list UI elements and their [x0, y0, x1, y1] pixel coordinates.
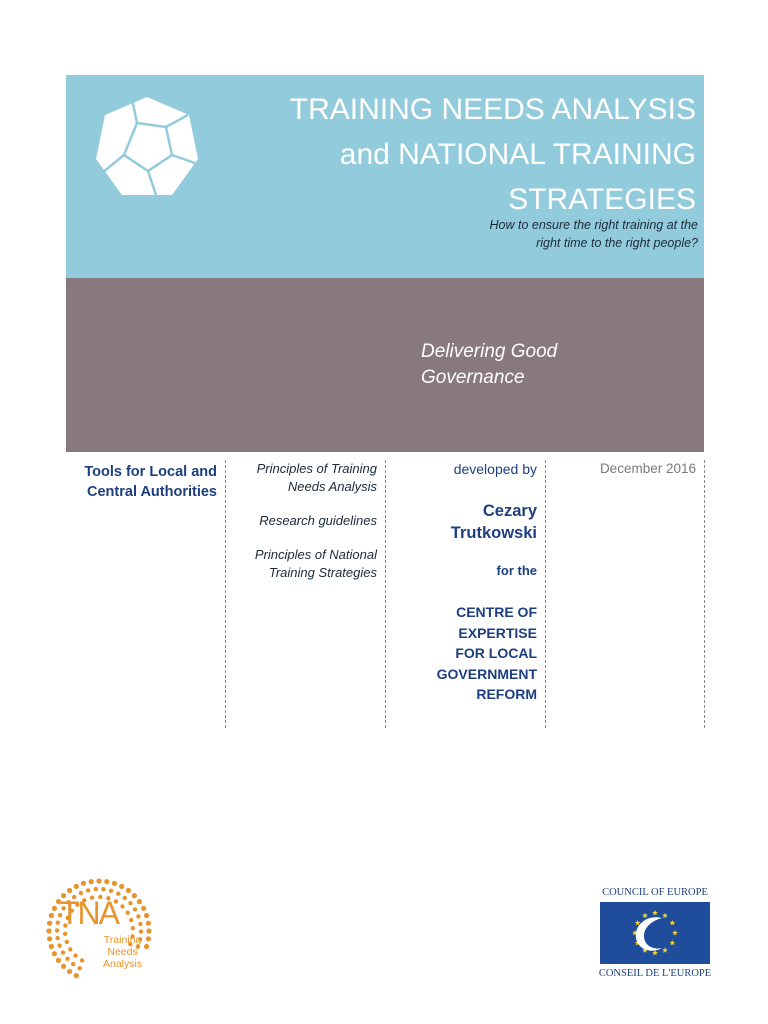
document-subtitle: [368, 216, 698, 252]
tools-line: Central Authorities: [87, 484, 217, 500]
centre-line: CENTRE OF: [456, 604, 537, 620]
centre-name: [387, 602, 537, 705]
developed-by-label: developed by: [453, 461, 537, 477]
tagline-line: Governance: [421, 367, 525, 388]
date-column: [546, 460, 705, 728]
tna-logo-caption: [103, 934, 142, 970]
author-column: [386, 460, 546, 728]
tna-logo-letters: TNA: [60, 895, 118, 931]
tagline-banner: [66, 278, 704, 452]
title-line: TRAINING NEEDS ANALYSIS: [289, 93, 696, 126]
tagline-line: Delivering Good: [421, 341, 558, 362]
council-of-europe-logo: [598, 886, 712, 980]
document-title: [226, 87, 696, 222]
principle-line: Research guidelines: [259, 513, 377, 528]
title-line: STRATEGIES: [508, 183, 696, 216]
centre-line: GOVERNMENT: [436, 665, 537, 682]
principles-column: [226, 460, 386, 728]
tna-caption-line: Needs: [107, 946, 138, 958]
principle-line: Training Strategies: [268, 565, 377, 580]
title-line: and NATIONAL TRAINING: [339, 138, 696, 171]
tna-caption-line: Analysis: [103, 958, 143, 970]
centre-line: FOR LOCAL: [455, 645, 537, 661]
subtitle-line: right time to the right people?: [536, 236, 698, 250]
publication-date: December 2016: [599, 461, 696, 476]
coe-name-en: COUNCIL OF EUROPE: [602, 887, 708, 898]
principle-item: [227, 512, 377, 530]
author-name: [387, 500, 537, 544]
coe-flag-icon: [600, 902, 710, 964]
tools-column: [66, 460, 226, 728]
author-line: Cezary: [482, 502, 537, 520]
tools-heading: [57, 462, 217, 502]
coe-name-fr: CONSEIL DE L'EUROPE: [598, 968, 712, 979]
author-block: [387, 460, 537, 705]
author-line: Trutkowski: [450, 524, 537, 542]
principle-line: Principles of Training: [256, 461, 377, 476]
tna-caption-line: Training: [103, 934, 142, 946]
centre-line: REFORM: [476, 686, 537, 702]
principle-item: [227, 546, 377, 582]
principle-item: [227, 460, 377, 496]
centre-line: EXPERTISE: [458, 624, 537, 641]
tools-line: Tools for Local and: [84, 464, 217, 480]
principle-line: Principles of National: [254, 547, 377, 562]
principle-line: Needs Analysis: [287, 479, 377, 494]
dodecahedron-icon: [92, 93, 202, 203]
principles-list: [227, 460, 377, 598]
subtitle-line: How to ensure the right training at the: [489, 218, 698, 232]
tagline: [421, 339, 681, 391]
title-banner: [66, 75, 704, 278]
for-the-label: for the: [496, 563, 537, 578]
